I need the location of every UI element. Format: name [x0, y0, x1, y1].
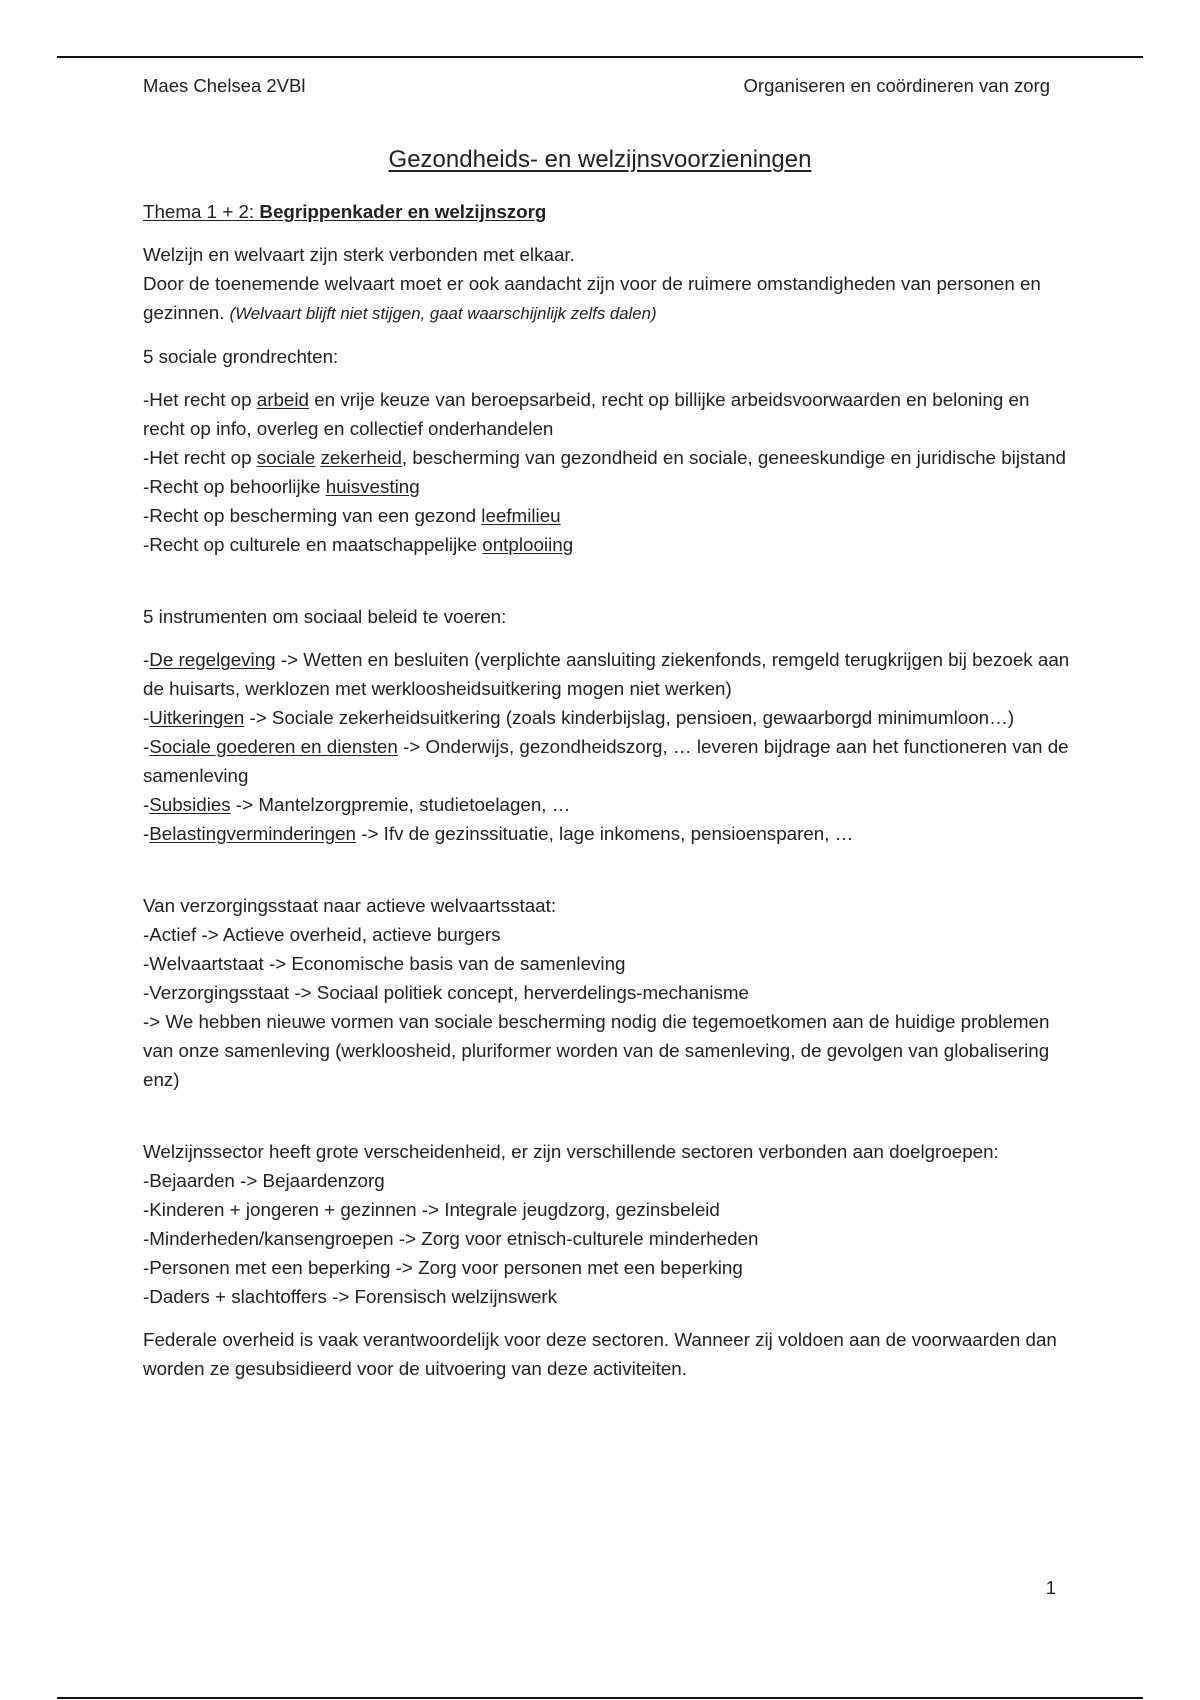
intro-line-1: Welzijn en welvaart zijn sterk verbonden met elkaar. — [143, 244, 575, 265]
closing-paragraph: Federale overheid is vaak verantwoordelijk voor deze sectoren. Wanneer zij voldoen aan de voorwaarden dan worden ze gesubsidieerd voor de uitvoering van deze activiteiten. — [143, 1329, 1057, 1379]
spacer — [143, 573, 1073, 602]
theme-prefix: Thema 1 + 2: — [143, 201, 260, 222]
spacer — [143, 1108, 1073, 1137]
sector-line: -Kinderen + jongeren + gezinnen -> Integrale jeugdzorg, gezinsbeleid — [143, 1199, 720, 1220]
instrument-item: -Subsidies -> Mantelzorgpremie, studietoelagen, … — [143, 794, 571, 815]
sector-line: -Bejaarden -> Bejaardenzorg — [143, 1170, 385, 1191]
footer-rule — [57, 1697, 1143, 1699]
spacer — [143, 862, 1073, 891]
state-line: -> We hebben nieuwe vormen van sociale bescherming nodig die tegemoetkomen aan de huidige problemen van onze samenleving (werkloosheid, pluriformer worden van de samenleving, de gevolgen van globalisering enz) — [143, 1011, 1050, 1090]
right-item: -Recht op behoorlijke huisvesting — [143, 476, 420, 497]
right-item: -Recht op bescherming van een gezond leefmilieu — [143, 505, 561, 526]
state-line: -Actief -> Actieve overheid, actieve burgers — [143, 924, 501, 945]
sector-section — [143, 1137, 1073, 1311]
intro-line-2: Door de toenemende welvaart moet er ook aandacht zijn voor de ruimere omstandigheden van personen en gezinnen. — [143, 273, 1041, 323]
header-course: Organiseren en coördineren van zorg — [743, 75, 1050, 96]
sector-line: -Daders + slachtoffers -> Forensisch welzijnswerk — [143, 1286, 558, 1307]
rights-list — [143, 385, 1073, 559]
intro-paragraph — [143, 240, 1073, 328]
state-section — [143, 891, 1073, 1094]
instrument-item: -De regelgeving -> Wetten en besluiten (verplichte aansluiting ziekenfonds, remgeld terugkrijgen bij bezoek aan de huisarts, werklozen met werkloosheidsuitkering mogen niet werken) — [143, 649, 1070, 699]
page-number: 1 — [1045, 1577, 1056, 1598]
instrument-item: -Belastingverminderingen -> Ifv de gezinssituatie, lage inkomens, pensioensparen, … — [143, 823, 854, 844]
instrument-item: -Sociale goederen en diensten -> Onderwijs, gezondheidszorg, … leveren bijdrage aan het functioneren van de samenleving — [143, 736, 1069, 786]
right-item: -Het recht op sociale zekerheid, bescherming van gezondheid en sociale, geneeskundige en juridische bijstand — [143, 447, 1066, 468]
theme-name: Begrippenkader en welzijnszorg — [259, 201, 547, 222]
sector-heading: Welzijnssector heeft grote verscheidenheid, er zijn verschillende sectoren verbonden aan doelgroepen: — [143, 1141, 999, 1162]
intro-note: (Welvaart blijft niet stijgen, gaat waarschijnlijk zelfs dalen) — [229, 304, 657, 323]
page-title: Gezondheids- en welzijnsvoorzieningen — [388, 146, 812, 173]
document-body — [143, 197, 1073, 1397]
instruments-heading: 5 instrumenten om sociaal beleid te voeren: — [143, 606, 507, 627]
state-heading: Van verzorgingsstaat naar actieve welvaartsstaat: — [143, 895, 557, 916]
sector-line: -Minderheden/kansengroepen -> Zorg voor etnisch-culturele minderheden — [143, 1228, 759, 1249]
right-item: -Het recht op arbeid en vrije keuze van beroepsarbeid, recht op billijke arbeidsvoorwaarden en beloning en recht op info, overleg en collectief onderhandelen — [143, 389, 1030, 439]
rights-heading: 5 sociale grondrechten: — [143, 346, 339, 367]
sector-line: -Personen met een beperking -> Zorg voor personen met een beperking — [143, 1257, 743, 1278]
header-rule — [57, 56, 1143, 58]
state-line: -Welvaartstaat -> Economische basis van de samenleving — [143, 953, 626, 974]
instruments-list — [143, 645, 1073, 848]
right-item: -Recht op culturele en maatschappelijke ontplooiing — [143, 534, 574, 555]
header-author: Maes Chelsea 2VBl — [143, 75, 306, 96]
theme-heading — [143, 197, 1073, 226]
state-line: -Verzorgingsstaat -> Sociaal politiek concept, herverdelings-mechanisme — [143, 982, 749, 1003]
instrument-item: -Uitkeringen -> Sociale zekerheidsuitkering (zoals kinderbijslag, pensioen, gewaarborgd minimumloon…) — [143, 707, 1015, 728]
